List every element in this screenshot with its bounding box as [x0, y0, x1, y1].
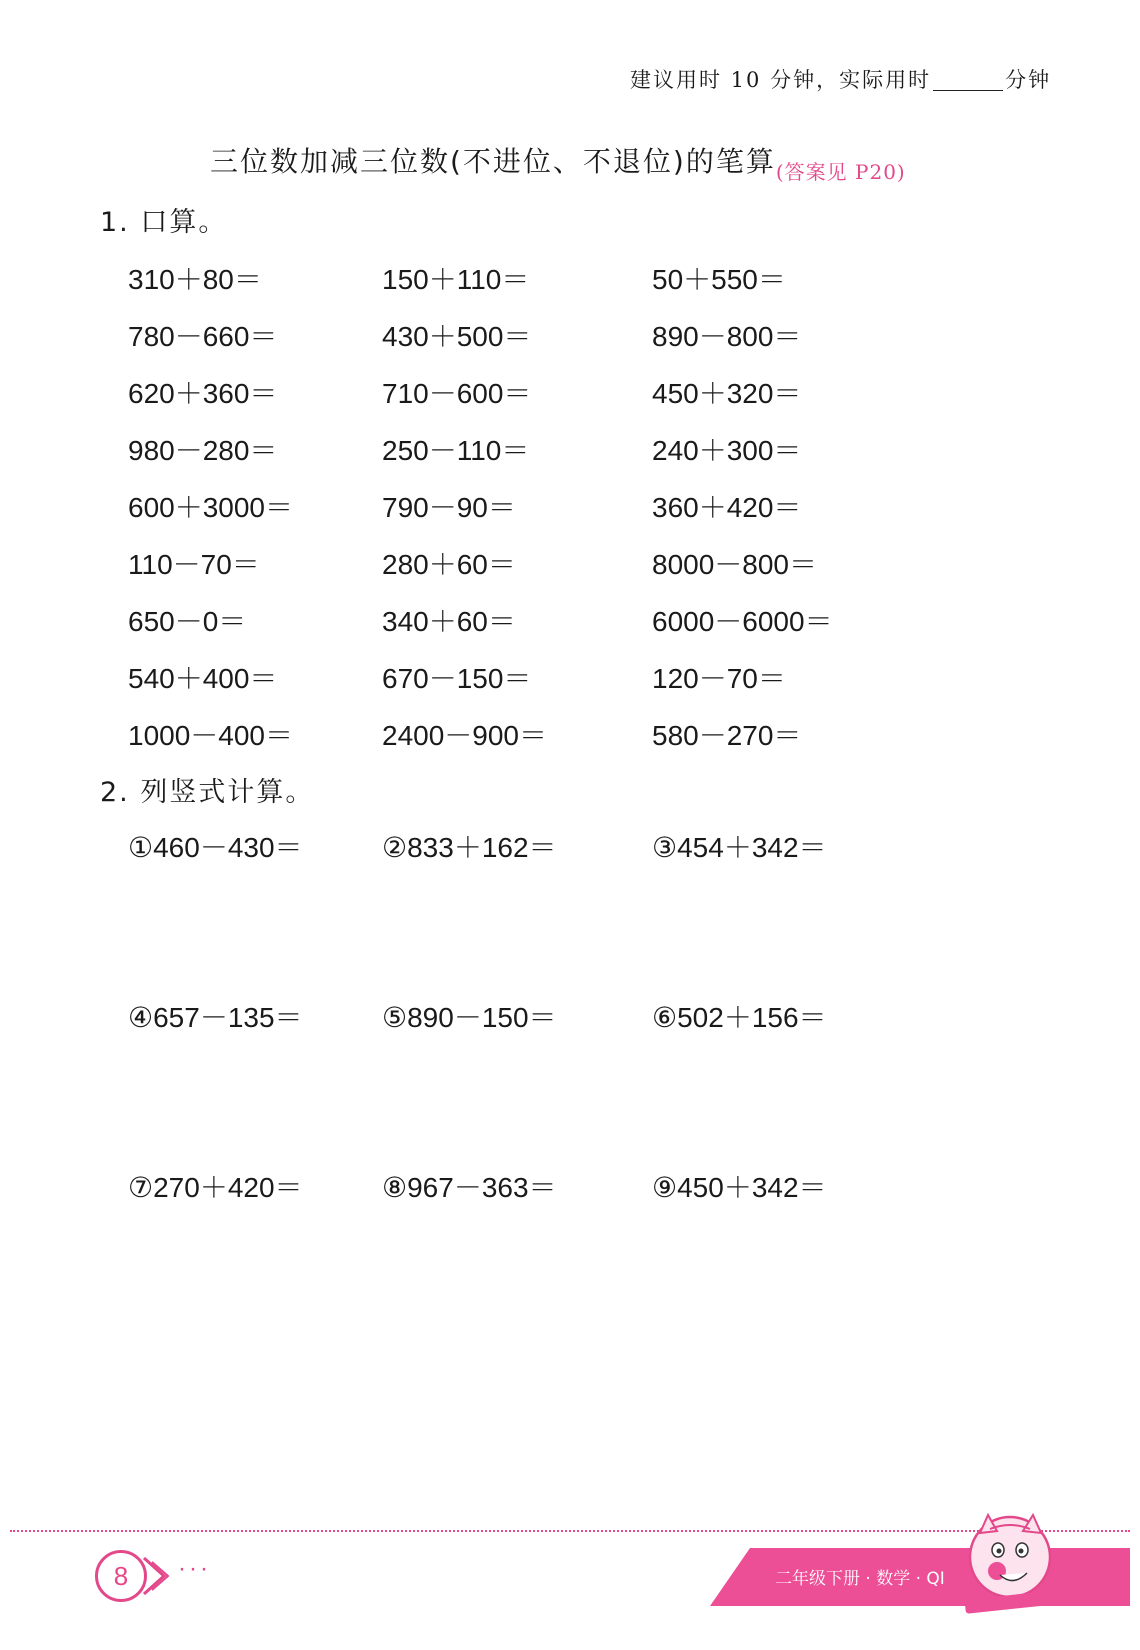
vertical-calc-item: ④657－135＝ [128, 1002, 303, 1033]
footer-dots: ··· [178, 1555, 211, 1582]
oral-calc-item: 150＋110＝ [382, 264, 530, 295]
oral-calc-item: 790－90＝ [382, 492, 516, 523]
actual-time-blank[interactable] [933, 90, 1003, 91]
oral-calc-item: 1000－400＝ [128, 720, 294, 751]
vertical-calc-item: ⑤890－150＝ [382, 1002, 557, 1033]
oral-calc-item: 6000－6000＝ [652, 606, 833, 637]
oral-calc-item: 340＋60＝ [382, 606, 516, 637]
oral-calc-item: 110－70＝ [128, 549, 260, 580]
oral-calc-item: 780－660＝ [128, 321, 278, 352]
answer-reference: (答案见 P20) [775, 160, 906, 184]
oral-calc-item: 980－280＝ [128, 435, 278, 466]
vertical-calc-item: ①460－430＝ [128, 832, 303, 863]
chevron-right-icon [140, 1550, 170, 1602]
page-title [210, 140, 906, 185]
oral-calc-item: 8000－800＝ [652, 549, 818, 580]
suggested-time-hint [630, 64, 1051, 94]
vertical-calc-item: ⑦270＋420＝ [128, 1172, 303, 1203]
vertical-calc-item: ③454＋342＝ [652, 832, 827, 863]
vertical-calc-item: ⑨450＋342＝ [652, 1172, 827, 1203]
time-hint-suffix: 分钟 [1005, 68, 1052, 92]
oral-calc-item: 650－0＝ [128, 606, 247, 637]
vertical-calc-item: ⑧967－363＝ [382, 1172, 557, 1203]
oral-calc-item: 600＋3000＝ [128, 492, 294, 523]
oral-calc-item: 2400－900＝ [382, 720, 548, 751]
oral-calc-item: 890－800＝ [652, 321, 802, 352]
section-2-title: 2. 列竖式计算。 [100, 777, 315, 808]
oral-calc-item: 250－110＝ [382, 435, 530, 466]
oral-calc-item: 620＋360＝ [128, 378, 278, 409]
oral-calc-item: 540＋400＝ [128, 663, 278, 694]
vertical-calc-item: ⑥502＋156＝ [652, 1002, 827, 1033]
oral-calc-item: 450＋320＝ [652, 378, 802, 409]
oral-calc-item: 310＋80＝ [128, 264, 262, 295]
oral-calc-item: 50＋550＝ [652, 264, 786, 295]
oral-calc-item: 120－70＝ [652, 663, 786, 694]
vertical-calc-item: ②833＋162＝ [382, 832, 557, 863]
book-info: 二年级下册 · 数学 · QI [775, 1569, 945, 1589]
page-number: 8 [113, 1560, 129, 1591]
oral-calc-item: 580－270＝ [652, 720, 802, 751]
oral-calc-item: 360＋420＝ [652, 492, 802, 523]
oral-calc-item: 280＋60＝ [382, 549, 516, 580]
oral-calc-item: 710－600＝ [382, 378, 532, 409]
oral-calc-item: 670－150＝ [382, 663, 532, 694]
section-1-title: 1. 口算。 [100, 207, 228, 238]
time-hint-prefix: 建议用时 10 分钟，实际用时 [630, 68, 932, 92]
page-title-main: 三位数加减三位数(不进位、不退位)的笔算 [210, 145, 776, 178]
mascot-icon [955, 1505, 1065, 1615]
oral-calc-item: 240＋300＝ [652, 435, 802, 466]
oral-calc-item: 430＋500＝ [382, 321, 532, 352]
